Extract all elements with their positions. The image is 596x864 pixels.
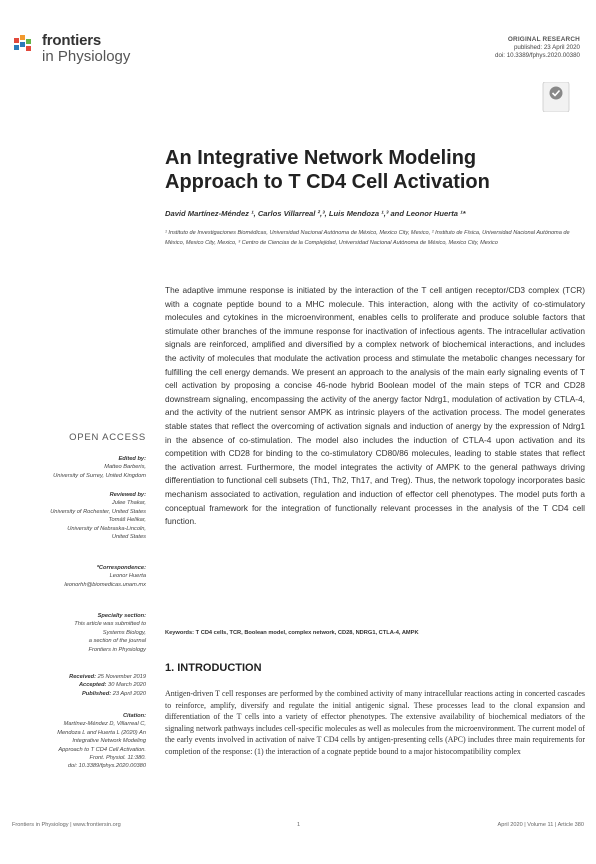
specialty-label: Specialty section: (97, 613, 146, 619)
logo-name: frontiers (42, 32, 102, 49)
authors: David Martínez-Méndez ¹, Carlos Villarreal ²,³, Luis Mendoza ¹,³ and Leonor Huerta ¹* (165, 209, 466, 218)
accepted-label: Accepted: (78, 682, 107, 689)
title-line-2: Approach to T CD4 Cell Activation (165, 171, 490, 193)
footer-journal-link[interactable]: Frontiers in Physiology | www.frontiersin.org (12, 822, 121, 828)
correspondence-email[interactable]: leonorhh@biomedicas.unam.mx (64, 581, 146, 588)
reviewed-by-label: Reviewed by: (109, 492, 146, 498)
specialty-line-1: This article was submitted to (74, 621, 146, 628)
specialty-block (18, 612, 146, 654)
section-heading: 1. INTRODUCTION (165, 662, 262, 674)
received-date: 25 November 2019 (97, 674, 146, 680)
citation-line-2: Mendoza L and Huerta L (2020) An (57, 729, 146, 736)
published-label: Published: (82, 690, 112, 697)
reviewer-2-country: United States (111, 534, 146, 541)
page-footer (12, 822, 584, 834)
article-type: ORIGINAL RESEARCH (507, 36, 580, 43)
specialty-line-3: a section of the journal (88, 638, 146, 645)
check-for-updates-badge[interactable] (537, 82, 575, 112)
intro-text: Antigen-driven T cell responses are performed by the combined activity of many intracellular reactions acting in concerted cascades to reinforce, amplify, diversify and regulate the initial antigenic signal. These processes lead to the clonal expansion and differentiation of the T cells into a variety of effector phenotypes. The extensive availability of biochemical mediators of the signaling network pathways includes cell-specific molecules as well as molecules from the microenvironment. The current model of the early events involved in activation of naive T CD4 cells by antigen-presenting cells (APC) includes three main requirements for completion of the response: (1) the interaction of a cognate peptide bound to a major histocompatibility complex (165, 689, 585, 756)
editor-name: Matteo Barberis, (104, 464, 146, 471)
reviewer-2-affiliation: University of Nebraska-Lincoln, (67, 525, 146, 532)
affiliations: ¹ Instituto de Investigaciones Biomédicas, Universidad Nacional Autónoma de México, Mexico City, Mexico, ² Instituto de Física, Universidad Nacional Autónoma de México, Mexico City, Mexico, ³ Centro de Ciencias de la Complejidad, Universidad Nacional Autónoma de México, Mexico City, Mexico (165, 230, 570, 246)
specialty-line-2: Systems Biology, (102, 629, 146, 636)
reviewer-1-name: Julee Thakar, (111, 500, 146, 507)
citation-block (18, 712, 146, 771)
citation-line-4: Approach to T CD4 Cell Activation. (58, 746, 146, 753)
keywords: Keywords: T CD4 cells, TCR, Boolean model, complex network, CD28, NDRG1, CTLA-4, AMPK (165, 630, 419, 636)
published-date: published: 23 April 2020 (513, 44, 580, 51)
frontiers-logo-icon (12, 34, 38, 56)
check-for-updates-icon (537, 82, 575, 112)
citation-label: Citation: (122, 713, 146, 719)
dates-block (18, 673, 146, 698)
page-number: 1 (297, 822, 301, 828)
journal-logo (12, 30, 152, 70)
accepted-date: 30 March 2020 (108, 682, 146, 689)
logo-journal: in Physiology (42, 48, 131, 65)
reviewer-2-name: Tomáš Helikar, (108, 517, 146, 524)
correspondence-block (18, 564, 146, 589)
edited-by-block (18, 455, 146, 480)
abstract: The adaptive immune response is initiated by the interaction of the T cell antigen receptor/CD3 complex (TCR) with a cognate peptide bound to a MHC molecule. This interaction, along with the activity of co-stimulatory molecules and cytokines in the microenvironment, enables cells to proliferate and produce soluble factors that stimulate other branches of the immune response for inactivation of infectious agents. The intracellular activation signals are reinforced, amplified and diversified by a complex network of biochemical interactions, and includes the activity of molecules that modulate the activation process and stimulate the metabolic changes necessary for fulfilling the cell energy demands. We present an approach to the analysis of the main early signaling events of T cell activation by proposing a concise 46-node hybrid Boolean model of the main steps of TCR and CD28 downstream signaling, encompassing the activity of the anergy factor Ndrg1, modulation of activation by CTLA-4, and the activity of the nutrient sensor AMPK as intrinsic players of the activation process. The model generates stable states that reflect the overcoming of activation signals and induction of anergy by the expression of Ndrg1 in the absence of co-stimulation. The model also includes the induction of CTLA-4 upon activation and its competition with CD28 for binding to the co-stimulatory CD80/86 molecules, leading to stable states that reflect the activation arrest. Furthermore, the model integrates the activity of AMPK to the general pathways driving differentiation to functional cell subsets (Th1, Th2, Th17, and Treg). Thus, the network topology incorporates basic mechanism associated to activation, regulation and induction of effector cell phenotypes. The model puts forth a conceptual framework for the integration of functionally relevant processes in the analysis of the T CD4 cell function. (165, 285, 585, 527)
footer-volume-info: April 2020 | Volume 11 | Article 380 (497, 822, 584, 828)
open-access-label: OPEN ACCESS (69, 432, 146, 443)
published-date-sidebar: 23 April 2020 (112, 690, 146, 697)
reviewer-1-affiliation: University of Rochester, United States (50, 508, 146, 515)
citation-line-1: Martínez-Méndez D, Villarreal C, (63, 721, 146, 728)
article-title (165, 146, 565, 194)
citation-line-5: Front. Physiol. 11:380. (89, 755, 146, 762)
editor-affiliation: University of Surrey, United Kingdom (53, 472, 146, 479)
title-line-1: An Integrative Network Modeling (165, 147, 477, 169)
reviewed-by-block (18, 491, 146, 541)
doi[interactable]: doi: 10.3389/fphys.2020.00380 (495, 52, 580, 59)
citation-line-6[interactable]: doi: 10.3389/fphys.2020.00380 (67, 763, 146, 770)
article-meta (495, 36, 580, 60)
correspondence-name: Leonor Huerta (109, 573, 146, 580)
edited-by-label: Edited by: (118, 456, 146, 462)
received-label: Received: (69, 674, 97, 680)
correspondence-label: *Correspondence: (96, 565, 146, 571)
specialty-line-4: Frontiers in Physiology (88, 646, 146, 653)
citation-line-3: Integrative Network Modeling (72, 738, 146, 745)
